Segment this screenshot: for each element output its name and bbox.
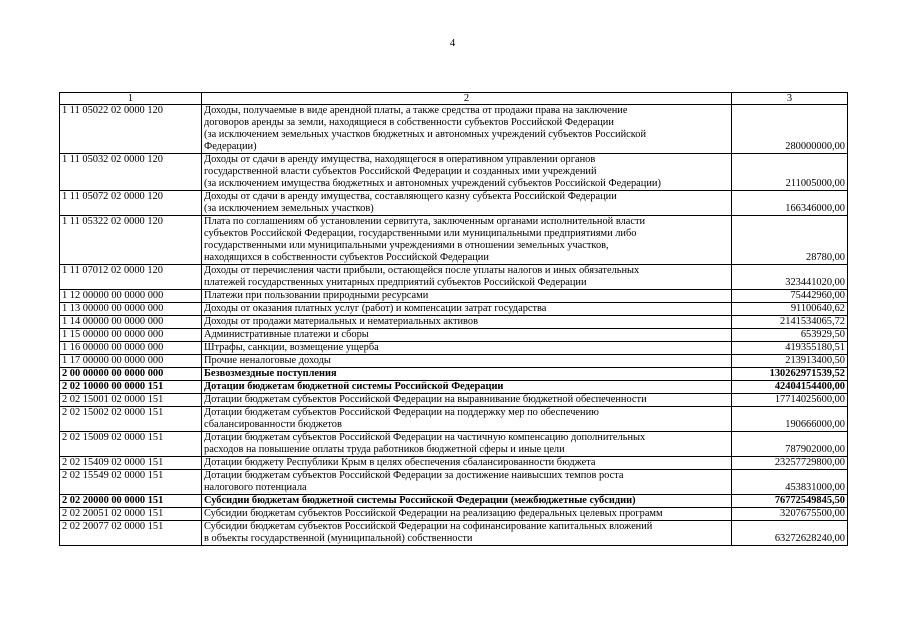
description-cell: [202, 495, 732, 508]
amount-cell: 419355180,51: [732, 342, 848, 355]
budget-code-cell: 1 12 00000 00 0000 000: [60, 290, 202, 303]
description-line: Доходы от перечисления части прибыли, остающейся после уплаты налогов и иных обязательных: [204, 265, 640, 276]
amount-cell: 653929,50: [732, 329, 848, 342]
description-line: договоров аренды за земли, находящиеся в собственности субъектов Российской Федерации: [204, 117, 614, 128]
description-line: Субсидии бюджетам субъектов Российской Федерации на софинансирование капитальных вложений: [204, 521, 653, 532]
description-line: государственной власти субъектов Российской Федерации и созданных ими учреждений: [204, 166, 597, 177]
budget-code-cell: 2 02 15002 02 0000 151: [60, 407, 202, 432]
table-row: [60, 457, 848, 470]
budget-code-cell: 2 02 15409 02 0000 151: [60, 457, 202, 470]
budget-code-cell: 2 02 15001 02 0000 151: [60, 394, 202, 407]
budget-code-cell: 2 02 10000 00 0000 151: [60, 381, 202, 394]
table-header-row: [60, 93, 848, 105]
description-line: платежей государственных унитарных предприятий субъектов Российской Федерации: [204, 277, 587, 288]
amount-cell: 91100640,62: [732, 303, 848, 316]
description-line: налогового потенциала: [204, 482, 307, 493]
amount-cell: 17714025600,00: [732, 394, 848, 407]
amount-cell: 63272628240,00: [732, 521, 848, 546]
description-line: Штрафы, санкции, возмещение ущерба: [204, 342, 379, 353]
budget-code-cell: 1 11 05322 02 0000 120: [60, 216, 202, 265]
table-row: [60, 105, 848, 154]
description-line: Дотации бюджетам субъектов Российской Федерации на выравнивание бюджетной обеспеченности: [204, 394, 647, 405]
description-line: Доходы от оказания платных услуг (работ) и компенсации затрат государства: [204, 303, 547, 314]
budget-code-cell: 2 02 15549 02 0000 151: [60, 470, 202, 495]
table-row: [60, 303, 848, 316]
description-cell: [202, 191, 732, 216]
description-cell: [202, 316, 732, 329]
description-cell: [202, 216, 732, 265]
description-cell: [202, 381, 732, 394]
budget-code-cell: 1 11 07012 02 0000 120: [60, 265, 202, 290]
budget-code-cell: 1 17 00000 00 0000 000: [60, 355, 202, 368]
budget-code-cell: 2 02 20000 00 0000 151: [60, 495, 202, 508]
description-cell: [202, 521, 732, 546]
description-line: (за исключением имущества бюджетных и автономных учреждений субъектов Российской Федерации): [204, 178, 661, 189]
description-cell: [202, 154, 732, 191]
budget-code-cell: 2 02 15009 02 0000 151: [60, 432, 202, 457]
description-cell: [202, 303, 732, 316]
description-line: (за исключением земельных участков): [204, 203, 374, 214]
description-line: Дотации бюджетам бюджетной системы Российской Федерации: [204, 381, 504, 392]
description-cell: [202, 368, 732, 381]
amount-cell: 211005000,00: [732, 154, 848, 191]
budget-code-cell: 1 16 00000 00 0000 000: [60, 342, 202, 355]
description-line: находящихся в собственности субъектов Российской Федерации: [204, 252, 489, 263]
table-row: [60, 470, 848, 495]
amount-cell: 75442960,00: [732, 290, 848, 303]
budget-code-cell: 2 02 20051 02 0000 151: [60, 508, 202, 521]
budget-code-cell: 2 02 20077 02 0000 151: [60, 521, 202, 546]
amount-cell: 2141534065,72: [732, 316, 848, 329]
amount-cell: 787902000,00: [732, 432, 848, 457]
description-cell: [202, 394, 732, 407]
description-line: сбалансированности бюджетов: [204, 419, 342, 430]
description-line: Доходы, получаемые в виде арендной платы, а также средства от продажи права на заключение: [204, 105, 628, 116]
amount-cell: 42404154400,00: [732, 381, 848, 394]
description-line: в объекты государственной (муниципальной) собственности: [204, 533, 473, 544]
description-cell: [202, 105, 732, 154]
description-line: государственными или муниципальными учреждениями в отношении земельных участков,: [204, 240, 609, 251]
description-line: Доходы от сдачи в аренду имущества, составляющего казну субъекта Российской Федерации: [204, 191, 617, 202]
description-cell: [202, 329, 732, 342]
description-line: Доходы от сдачи в аренду имущества, находящегося в оперативном управлении органов: [204, 154, 596, 165]
description-cell: [202, 355, 732, 368]
description-cell: [202, 432, 732, 457]
description-line: Субсидии бюджетам субъектов Российской Федерации на реализацию федеральных целевых программ: [204, 508, 663, 519]
description-line: Платежи при пользовании природными ресурсами: [204, 290, 429, 301]
description-cell: [202, 342, 732, 355]
revenue-table: [59, 92, 848, 546]
amount-cell: 453831000,00: [732, 470, 848, 495]
description-line: Дотации бюджетам субъектов Российской Федерации на поддержку мер по обеспечению: [204, 407, 599, 418]
budget-code-cell: 1 11 05022 02 0000 120: [60, 105, 202, 154]
table-row: [60, 432, 848, 457]
table-row: [60, 407, 848, 432]
description-line: расходов на повышение оплаты труда работников бюджетной сферы и иные цели: [204, 444, 565, 455]
description-line: Дотации бюджетам субъектов Российской Федерации на частичную компенсацию дополнительных: [204, 432, 646, 443]
description-cell: [202, 508, 732, 521]
description-cell: [202, 407, 732, 432]
budget-code-cell: 1 11 05032 02 0000 120: [60, 154, 202, 191]
table-row: [60, 154, 848, 191]
description-line: (за исключением земельных участков бюджетных и автономных учреждений субъектов Российской: [204, 129, 647, 140]
amount-cell: 166346000,00: [732, 191, 848, 216]
budget-code-cell: 1 15 00000 00 0000 000: [60, 329, 202, 342]
amount-cell: 28780,00: [732, 216, 848, 265]
description-line: Дотации бюджетам субъектов Российской Федерации за достижение наивысших темпов роста: [204, 470, 624, 481]
description-line: Административные платежи и сборы: [204, 329, 369, 340]
description-cell: [202, 457, 732, 470]
amount-cell: 280000000,00: [732, 105, 848, 154]
amount-cell: 76772549845,50: [732, 495, 848, 508]
budget-code-cell: 2 00 00000 00 0000 000: [60, 368, 202, 381]
budget-code-cell: 1 11 05072 02 0000 120: [60, 191, 202, 216]
amount-cell: 130262971539,52: [732, 368, 848, 381]
table-row: [60, 265, 848, 290]
amount-cell: 3207675500,00: [732, 508, 848, 521]
table-row: [60, 381, 848, 394]
amount-cell: 323441020,00: [732, 265, 848, 290]
column-header-description: 2: [202, 93, 732, 105]
budget-code-cell: 1 13 00000 00 0000 000: [60, 303, 202, 316]
amount-cell: 23257729800,00: [732, 457, 848, 470]
description-cell: [202, 290, 732, 303]
amount-cell: 190666000,00: [732, 407, 848, 432]
table-row: [60, 342, 848, 355]
description-line: Дотации бюджету Республики Крым в целях обеспечения сбалансированности бюджета: [204, 457, 596, 468]
table-row: [60, 368, 848, 381]
table-row: [60, 495, 848, 508]
table-row: [60, 329, 848, 342]
description-cell: [202, 470, 732, 495]
page-number: 4: [449, 37, 456, 49]
table-row: [60, 508, 848, 521]
table-row: [60, 316, 848, 329]
description-line: Безвозмездные поступления: [204, 368, 337, 379]
table-row: [60, 191, 848, 216]
description-line: Плата по соглашениям об установлении сервитута, заключенным органами исполнительной власти: [204, 216, 646, 227]
table-row: [60, 355, 848, 368]
description-line: субъектов Российской Федерации, государственными или муниципальными предприятиями либо: [204, 228, 637, 239]
table-body: [60, 105, 848, 546]
amount-cell: 213913400,50: [732, 355, 848, 368]
table-row: [60, 521, 848, 546]
description-line: Доходы от продажи материальных и нематериальных активов: [204, 316, 478, 327]
table-row: [60, 394, 848, 407]
table-row: [60, 290, 848, 303]
column-header-code: 1: [60, 93, 202, 105]
table-row: [60, 216, 848, 265]
description-line: Субсидии бюджетам бюджетной системы Российской Федерации (межбюджетные субсидии): [204, 495, 636, 506]
description-cell: [202, 265, 732, 290]
column-header-amount: 3: [732, 93, 848, 105]
budget-code-cell: 1 14 00000 00 0000 000: [60, 316, 202, 329]
description-line: Федерации): [204, 141, 257, 152]
description-line: Прочие неналоговые доходы: [204, 355, 331, 366]
